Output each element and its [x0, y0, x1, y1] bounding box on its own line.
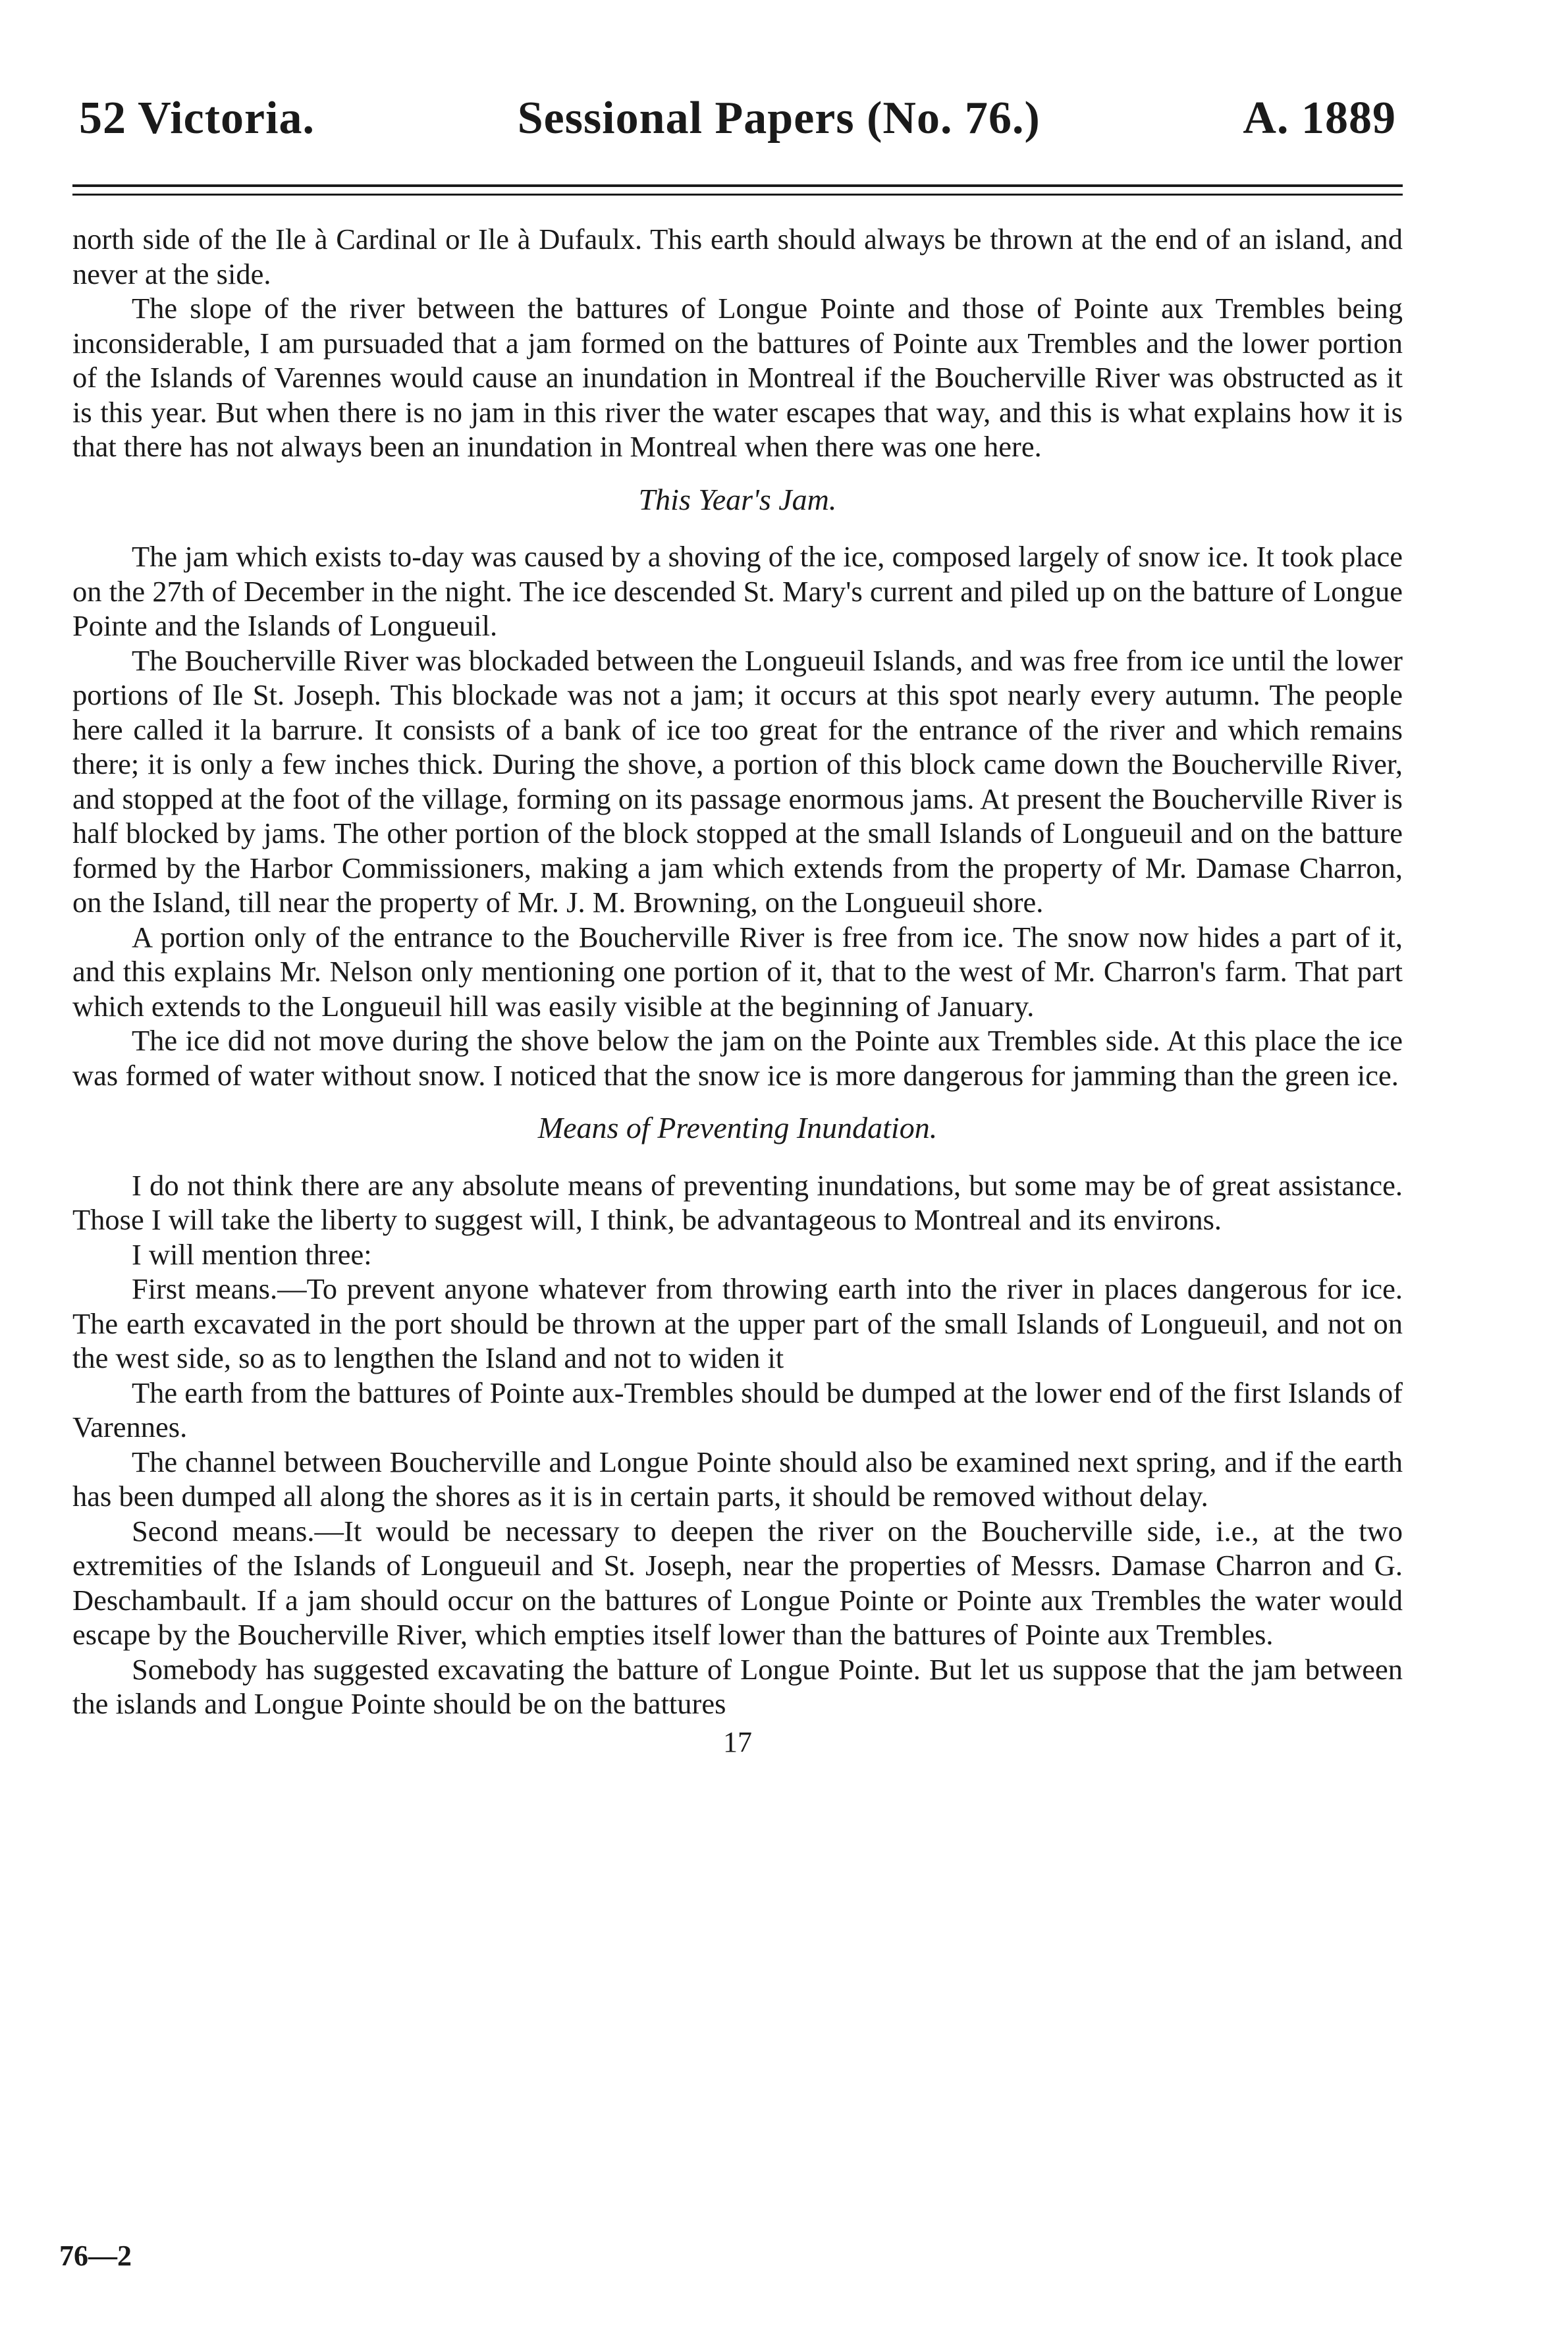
paragraph: north side of the Ile à Cardinal or Ile à Dufaulx. This earth should always be thrown at the end of an island, and never at the side. — [72, 223, 1403, 290]
paragraph: I will mention three: — [132, 1237, 372, 1271]
page-number: 17 — [723, 1725, 752, 1758]
running-header — [72, 92, 1403, 145]
body-text — [72, 222, 1403, 1760]
paragraph: Second means.—It would be necessary to deepen the river on the Boucherville side, i.e., at the two extremities of the Islands of Longueuil and St. Joseph, near the properties of Messrs. Damase Charron and G. Deschambault. If a jam should occur on the battures of Longue Pointe or Pointe aux Trembles the water would escape by the Boucherville River, which empties itself lower than the battures of Pointe aux Trembles. — [72, 1514, 1403, 1651]
header-year: A. 1889 — [1243, 93, 1396, 144]
paragraph: The ice did not move during the shove below the jam on the Pointe aux Trembles side. At this place the ice was formed of water without snow. I noticed that the snow ice is more dangerous for jamming than the green ice. — [72, 1024, 1403, 1092]
paragraph: The jam which exists to-day was caused by a shoving of the ice, composed largely of snow ice. It took place on the 27th of December in the night. The ice descended St. Mary's current and piled up on the batture of Longue Pointe and the Islands of Longueuil. — [72, 540, 1403, 642]
signature-mark: 76—2 — [59, 2240, 132, 2272]
paragraph: First means.—To prevent anyone whatever from throwing earth into the river in places dangerous for ice. The earth excavated in the port should be thrown at the upper part of the small Islands of Longueuil, and not on the west side, so as to lengthen the Island and not to widen it — [72, 1272, 1403, 1374]
header-rule — [72, 184, 1403, 196]
section-heading-this-years-jam: This Year's Jam. — [638, 482, 837, 516]
paragraph: The slope of the river between the battures of Longue Pointe and those of Pointe aux Trembles being inconsiderable, I am pursuaded that a jam formed on the battures of Pointe aux Trembles and the lower portion of the Islands of Varennes would cause an inundation in Montreal if the Boucherville River was obstructed as it is this year. But when there is no jam in this river the water escapes that way, and this is what explains how it is that there has not always been an inundation in Montreal when there was one here. — [72, 292, 1403, 463]
paragraph: Somebody has suggested excavating the batture of Longue Pointe. But let us suppose that the jam between the islands and Longue Pointe should be on the battures — [72, 1652, 1403, 1720]
header-title: Sessional Papers (No. 76.) — [517, 93, 1041, 144]
paragraph: The channel between Boucherville and Longue Pointe should also be examined next spring, and if the earth has been dumped all along the shores as it is in certain parts, it should be removed without delay. — [72, 1445, 1403, 1513]
document-page — [72, 53, 1403, 2305]
section-heading-means-of-preventing-inundation: Means of Preventing Inundation. — [537, 1111, 938, 1144]
paragraph: I do not think there are any absolute means of preventing inundations, but some may be of great assistance. Those I will take the liberty to suggest will, I think, be advantageous to Montreal and its environs. — [72, 1168, 1403, 1236]
header-session: 52 Victoria. — [79, 93, 315, 144]
paragraph: The Boucherville River was blockaded between the Longueuil Islands, and was free from ice until the lower portions of Ile St. Joseph. This blockade was not a jam; it occurs at this spot nearly every autumn. The people here called it la barrure. It consists of a bank of ice too great for the entrance of the river and which remains there; it is only a few inches thick. During the shove, a portion of this block came down the Boucherville River, and stopped at the foot of the village, forming on its passage enormous jams. At present the Boucherville River is half blocked by jams. The other portion of the block stopped at the small Islands of Longueuil and on the batture formed by the Harbor Commissioners, making a jam which extends from the property of Mr. Damase Charron, on the Island, till near the property of Mr. J. M. Browning, on the Longueuil shore. — [72, 643, 1403, 919]
paragraph: The earth from the battures of Pointe aux-Trembles should be dumped at the lower end of the first Islands of Varennes. — [72, 1376, 1403, 1443]
paragraph: A portion only of the entrance to the Boucherville River is free from ice. The snow now hides a part of it, and this explains Mr. Nelson only mentioning one portion of it, that to the west of Mr. Charron's farm. That part which extends to the Longueuil hill was easily visible at the beginning of January. — [72, 920, 1403, 1023]
